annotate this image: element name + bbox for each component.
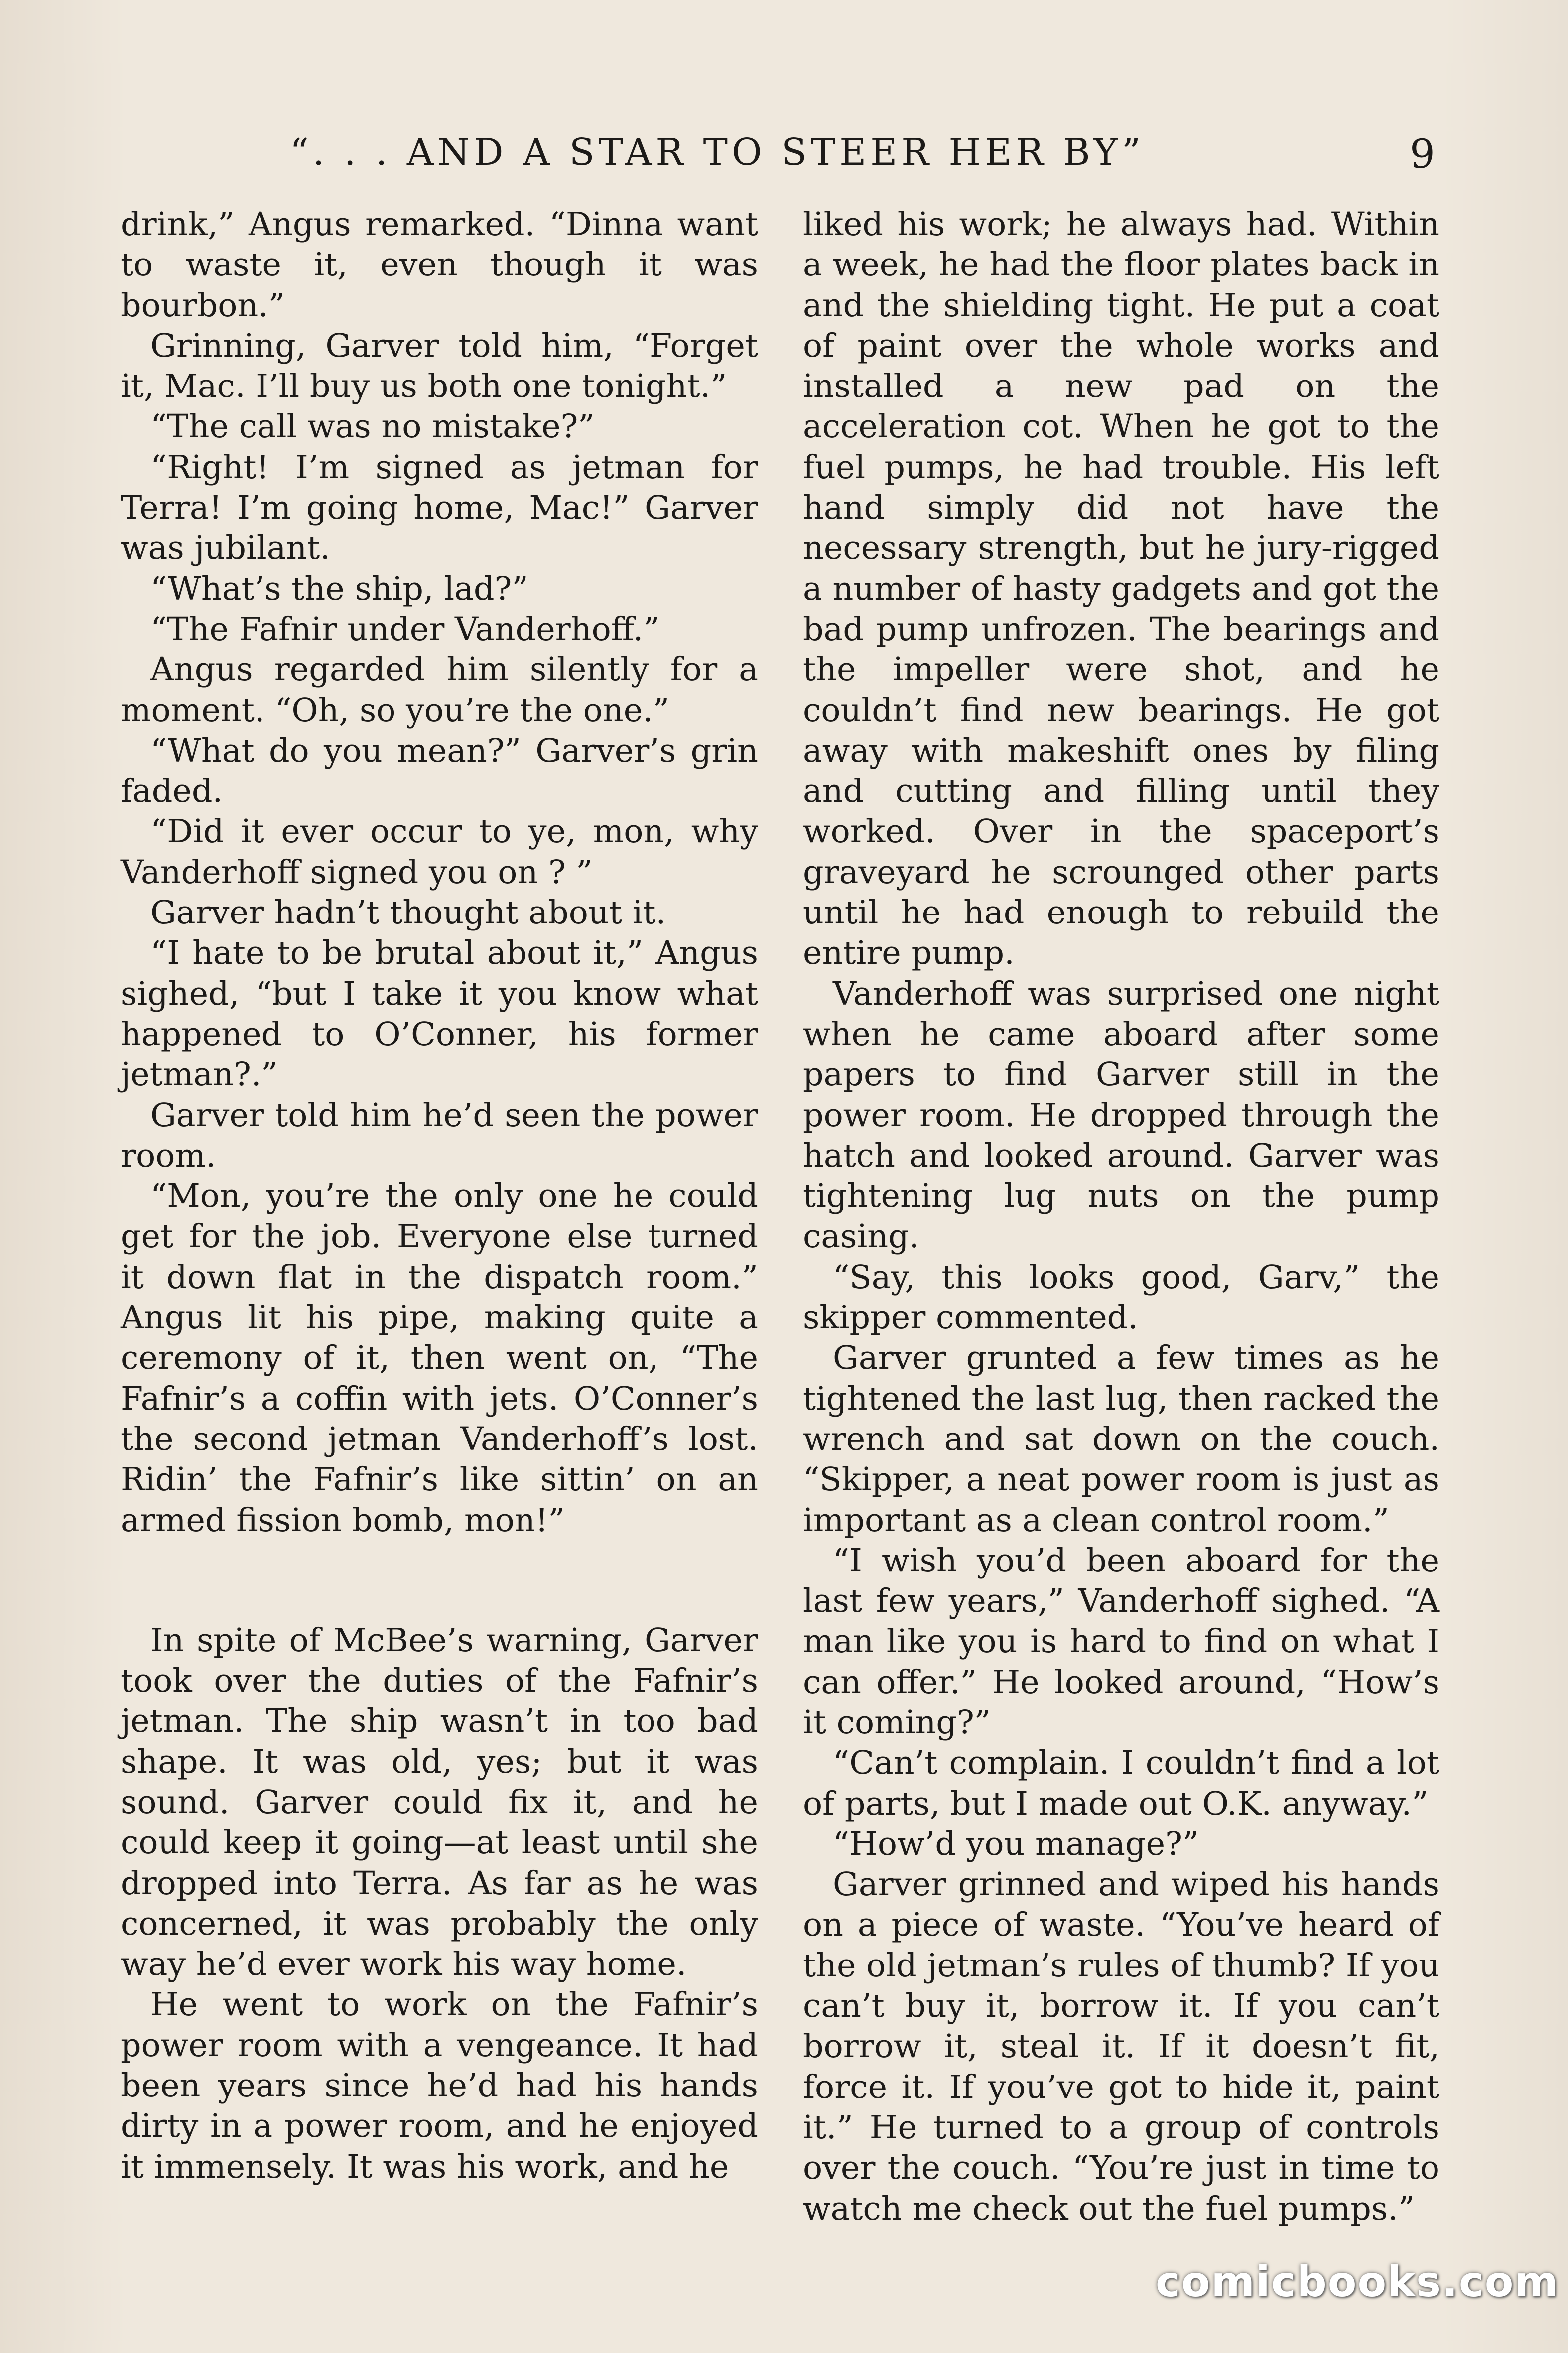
paragraph: liked his work; he always had. Within a week, he had the floor plates back in and the shielding tight. He put a coat of paint over the whole works and installed a new pad on the acceleration cot. When he got to the fuel pumps, he had trouble. His left hand simply did not have the necessary strength, but he jury-rigged a number of hasty gadgets and got the bad pump unfrozen. The bearings and the impeller were shot, and he couldn’t find new bearings. He got away with makeshift ones by filing and cutting and filling until they worked. Over in the spaceport’s graveyard he scrounged other parts until he had enough to rebuild the entire pump. — [803, 206, 1439, 972]
paragraph: “What do you mean?” Garver’s grin faded. — [121, 732, 758, 810]
paragraph: “How’d you manage?” — [833, 1825, 1199, 1863]
paragraph: Garver told him he’d seen the power room. — [121, 1096, 758, 1175]
paragraph: Vanderhoff was surprised one night when he came aboard after some papers to find Garver still in the power room. He dropped through the hatch and looked around. Garver was tightening lug nuts on the pump casing. — [803, 975, 1439, 1256]
paragraph: Garver hadn’t thought about it. — [150, 894, 666, 932]
paragraph: “What’s the ship, lad?” — [150, 570, 528, 608]
running-title: “. . . AND A STAR TO STEER HER BY” — [289, 131, 1145, 174]
paragraph: Garver grinned and wiped his hands on a piece of waste. “You’ve heard of the old jetman’s rules of thumb? If you can’t buy it, borrow it. If you can’t borrow it, steal it. If it doesn’t fit, force it. If you’ve got to hide it, paint it.” He turned to a group of controls over the couch. “You’re just in time to watch me check out the fuel pumps.” — [803, 1866, 1439, 2227]
paragraph: Angus regarded him silently for a moment. “Oh, so you’re the one.” — [121, 651, 758, 729]
paragraph: drink,” Angus remarked. “Dinna want to waste it, even though it was bourbon.” — [121, 206, 758, 324]
paragraph: “Right! I’m signed as jetman for Terra! I’m going home, Mac!” Garver was jubilant. — [121, 448, 758, 567]
paragraph: “Can’t complain. I couldn’t find a lot of parts, but I made out O.K. anyway.” — [803, 1744, 1439, 1823]
running-header — [0, 122, 1568, 177]
paragraph: “Mon, you’re the only one he could get for the job. Everyone else turned it down flat in the dispatch room.” Angus lit his pipe, making quite a ceremony of it, then went on, “The Fafnir’s a coffin with jets. O’Conner’s the second jetman Vanderhoff’s lost. Ridin’ the Fafnir’s like sittin’ on an armed fission bomb, mon!” — [121, 1177, 758, 1539]
section-opening-paragraph: In spite of McBee’s warning, Garver took over the duties of the Fafnir’s jetman. The ship wasn’t in too bad shape. It was old, yes; but it was sound. Garver could fix it, and he could keep it going—at least until she dropped into Terra. As far as he was concerned, it was probably the only way he’d ever work his way home. — [121, 1621, 758, 1983]
paragraph: “I hate to be brutal about it,” Angus sighed, “but I take it you know what happened to O’Conner, his former jetman?.” — [121, 934, 758, 1094]
paragraph: “I wish you’d been aboard for the last few years,” Vanderhoff sighed. “A man like you is hard to find on what I can offer.” He looked around, “How’s it coming?” — [803, 1542, 1439, 1741]
paragraph: “Did it ever occur to ye, mon, why Vanderhoff signed you on ? ” — [121, 813, 758, 891]
paragraph: “The Fafnir under Vanderhoff.” — [150, 610, 660, 648]
right-column — [803, 204, 1439, 2229]
left-column — [121, 204, 758, 2187]
paragraph: Grinning, Garver told him, “Forget it, Mac. I’ll buy us both one tonight.” — [121, 327, 758, 405]
page-number: 9 — [1410, 131, 1435, 177]
paragraph: “The call was no mistake?” — [150, 408, 595, 446]
paragraph: He went to work on the Fafnir’s power room with a vengeance. It had been years since he’d had his hands dirty in a power room, and he enjoyed it immensely. It was his work, and he — [121, 1986, 758, 2186]
paragraph: Garver grunted a few times as he tightened the last lug, then racked the wrench and sat down on the couch. “Skipper, a neat power room is just as important as a clean control room.” — [803, 1339, 1439, 1539]
watermark-logo: comicbooks.com — [1156, 2257, 1559, 2306]
paragraph: “Say, this looks good, Garv,” the skipper commented. — [803, 1258, 1439, 1337]
